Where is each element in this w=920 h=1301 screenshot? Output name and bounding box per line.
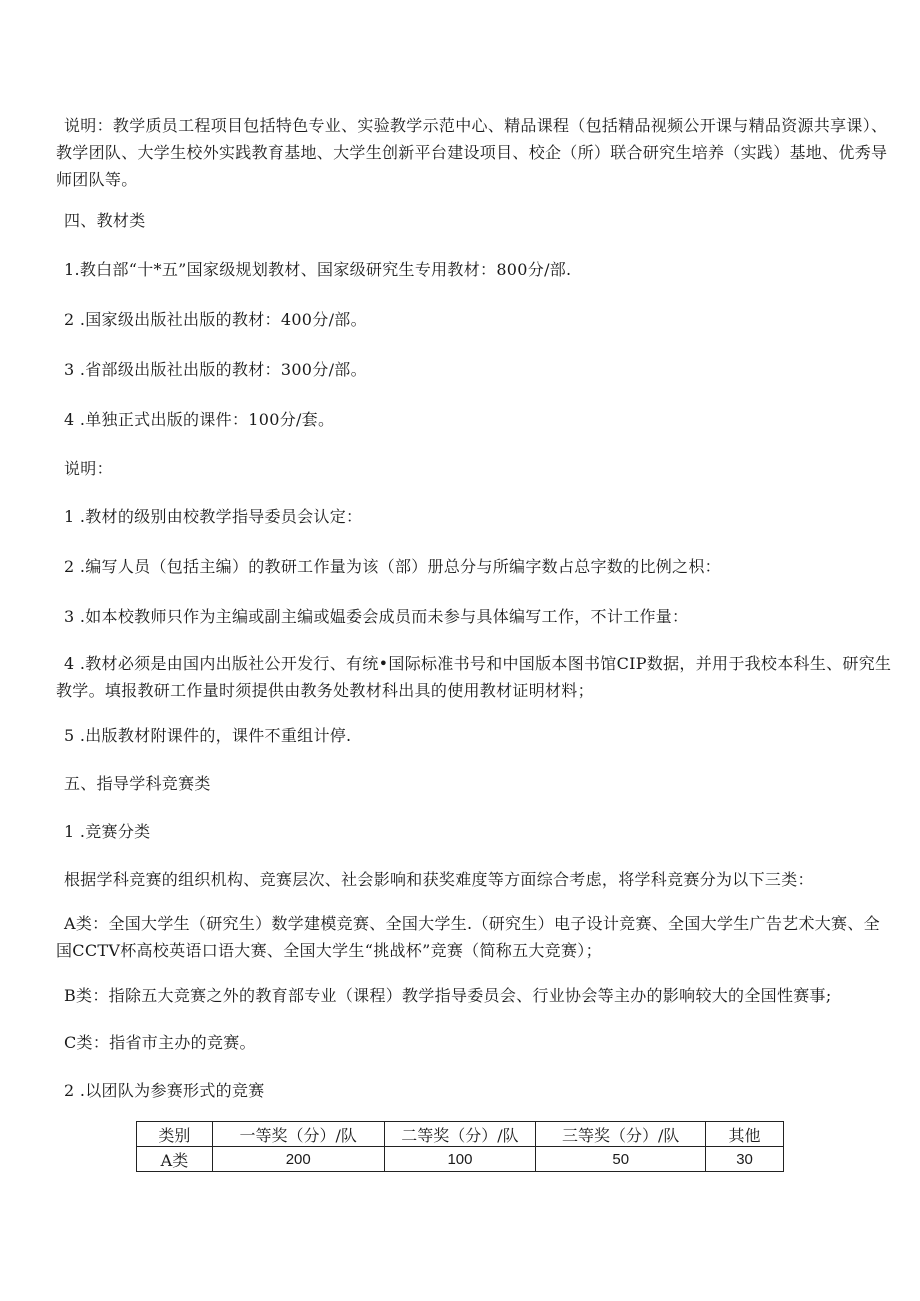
table-header-cell: 类别 (137, 1122, 213, 1147)
list-item: 3 .省部级出版社出版的教材：300分/部。 (64, 360, 367, 379)
list-item: 2 .编写人员（包括主编）的教研工作量为该（部）册总分与所编字数占总字数的比例之枳： (64, 557, 721, 576)
table-cell: 200 (212, 1147, 384, 1172)
section-heading-competitions: 五、指导学科竞赛类 (64, 774, 211, 793)
table-cell: 30 (706, 1147, 784, 1172)
table-cell: 50 (536, 1147, 706, 1172)
table-header-cell: 二等奖（分）/队 (384, 1122, 536, 1147)
table-cell: A类 (137, 1147, 213, 1172)
list-item: 3 .如本校教师只作为主编或副主编或媪委会成员而未参与具体编写工作，不计工作量： (64, 607, 689, 626)
table-header-cell: 一等奖（分）/队 (212, 1122, 384, 1147)
category-c-paragraph: C类：指省市主办的竞赛。 (64, 1033, 256, 1052)
table-cell: 100 (384, 1147, 536, 1172)
list-item: 1 .竞赛分类 (64, 822, 151, 841)
list-item: 1.教白部“十*五”国家级规划教材、国家级研究生专用教材：800分/部. (64, 260, 572, 279)
category-b-paragraph: B类：指除五大竞赛之外的教育部专业（课程）教学指导委员会、行业协会等主办的影响较大的全国性赛事; (64, 986, 832, 1005)
award-score-table (136, 1121, 784, 1172)
list-item: 1 .教材的级别由校教学指导委员会认定： (64, 507, 363, 526)
body-paragraph: 根据学科竞赛的组织机构、竞赛层次、社会影响和获奖难度等方面综合考虑，将学科竞赛分为以下三类： (64, 870, 814, 889)
section-heading-textbooks: 四、教材类 (64, 211, 146, 230)
list-item: 2 .以团队为参赛形式的竞赛 (64, 1081, 265, 1100)
note-paragraph: 说明：教学质员工程项目包括特色专业、实验教学示范中心、精品课程（包括精品视频公开课与精品资源共享课）、教学团队、大学生校外实践教育基地、大学生创新平台建设项目、校企（所）联合研究生培养（实践）基地、优秀导师团队等。 (56, 116, 888, 189)
list-item: 4 .教材必须是由国内出版社公开发行、有统•国际标准书号和中国版本图书馆CIP数据，并用于我校本科生、研究生教学。填报教研工作量时须提供由教务处教材科出具的使用教材证明材料； (56, 654, 892, 700)
table-row (137, 1147, 784, 1172)
table-header-cell: 其他 (706, 1122, 784, 1147)
table-header-cell: 三等奖（分）/队 (536, 1122, 706, 1147)
list-item: 2 .国家级出版社出版的教材：400分/部。 (64, 310, 367, 329)
list-item: 5 .出版教材附课件的，课件不重组计停. (64, 726, 352, 745)
table-header-row (137, 1122, 784, 1147)
note-label: 说明： (64, 459, 113, 478)
list-item: 4 .单独正式出版的课件：100分/套。 (64, 410, 335, 429)
category-a-paragraph: A类：全国大学生（研究生）数学建模竞赛、全国大学生.（研究生）电子设计竞赛、全国大学生广告艺术大赛、全国CCTV杯高校英语口语大赛、全国大学生“挑战杯”竞赛（简称五大竞赛）； (56, 914, 880, 960)
